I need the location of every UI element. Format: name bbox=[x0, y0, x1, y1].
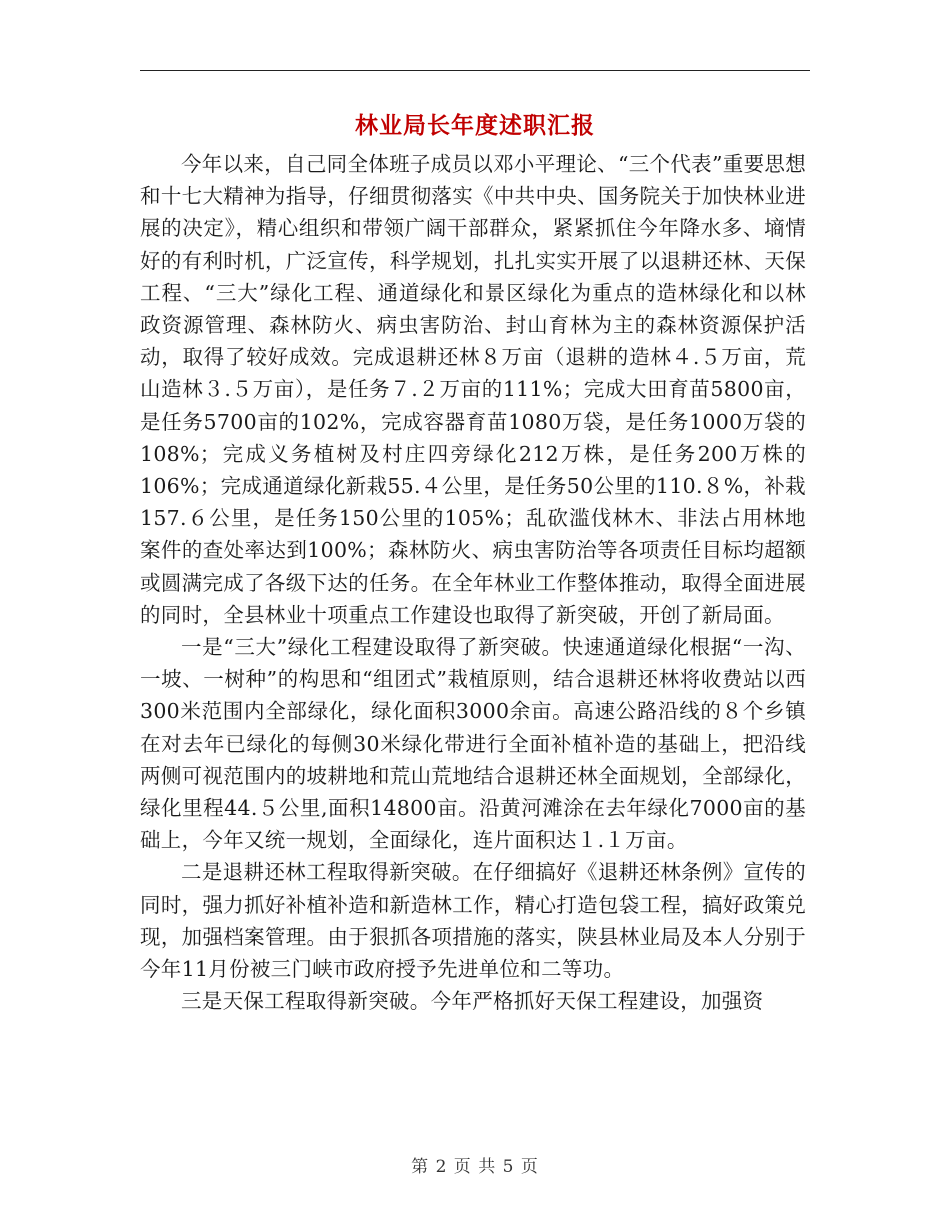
page-number: 第 2 页 共 5 页 bbox=[411, 1157, 539, 1177]
paragraph-greening-project: 一是“三大”绿化工程建设取得了新突破。快速通道绿化根据“一沟、一坡、一树种”的构思和“组团式”栽植原则，结合退耕还林将收费站以西300米范围内全部绿化，绿化面积3000余亩。高速公路沿线的８个乡镇在对去年已绿化的每侧30米绿化带进行全面补植补造的基础上，把沿线两侧可视范围内的坡耕地和荒山荒地结合退耕还林全面规划，全部绿化，绿化里程44.５公里,面积14800亩。沿黄河滩涂在去年绿化7000亩的基础上，今年又统一规划，全面绿化，连片面积达１.１万亩。 bbox=[140, 635, 806, 853]
paragraph-forest-protection: 三是天保工程取得新突破。今年严格抓好天保工程建设，加强资 bbox=[181, 989, 764, 1014]
document-body bbox=[140, 148, 806, 1017]
paragraph-intro: 今年以来，自己同全体班子成员以邓小平理论、“三个代表”重要思想和十七大精神为指导，仔细贯彻落实《中共中央、国务院关于加快林业进展的决定》，精心组织和带领广阔干部群众，紧紧抓住今年降水多、墒情好的有利时机，广泛宣传，科学规划，扎扎实实开展了以退耕还林、天保工程、“三大”绿化工程、通道绿化和景区绿化为重点的造林绿化和以林政资源管理、森林防火、病虫害防治、封山育林为主的森林资源保护活动，取得了较好成效。完成退耕还林８万亩（退耕的造林４.５万亩，荒山造林３.５万亩），是任务７.２万亩的111%；完成大田育苗5800亩，是任务5700亩的102%，完成容器育苗1080万袋，是任务1000万袋的108%；完成义务植树及村庄四旁绿化212万株，是任务200万株的106%；完成通道绿化新栽55.４公里，是任务50公里的110.８%，补栽157.６公里，是任务150公里的105%；乱砍滥伐林木、非法占用林地案件的查处率达到100%；森林防火、病虫害防治等各项责任目标均超额或圆满完成了各级下达的任务。在全年林业工作整体推动，取得全面进展的同时，全县林业十项重点工作建设也取得了新突破，开创了新局面。 bbox=[140, 152, 806, 627]
paragraph-reforestation: 二是退耕还林工程取得新突破。在仔细搞好《退耕还林条例》宣传的同时，强力抓好补植补造和新造林工作，精心打造包袋工程，搞好政策兑现，加强档案管理。由于狠抓各项措施的落实，陕县林业局及本人分别于今年11月份被三门峡市政府授予先进单位和二等功。 bbox=[140, 860, 806, 982]
document-title: 林业局长年度述职汇报 bbox=[355, 112, 595, 139]
header-rule bbox=[140, 70, 810, 71]
